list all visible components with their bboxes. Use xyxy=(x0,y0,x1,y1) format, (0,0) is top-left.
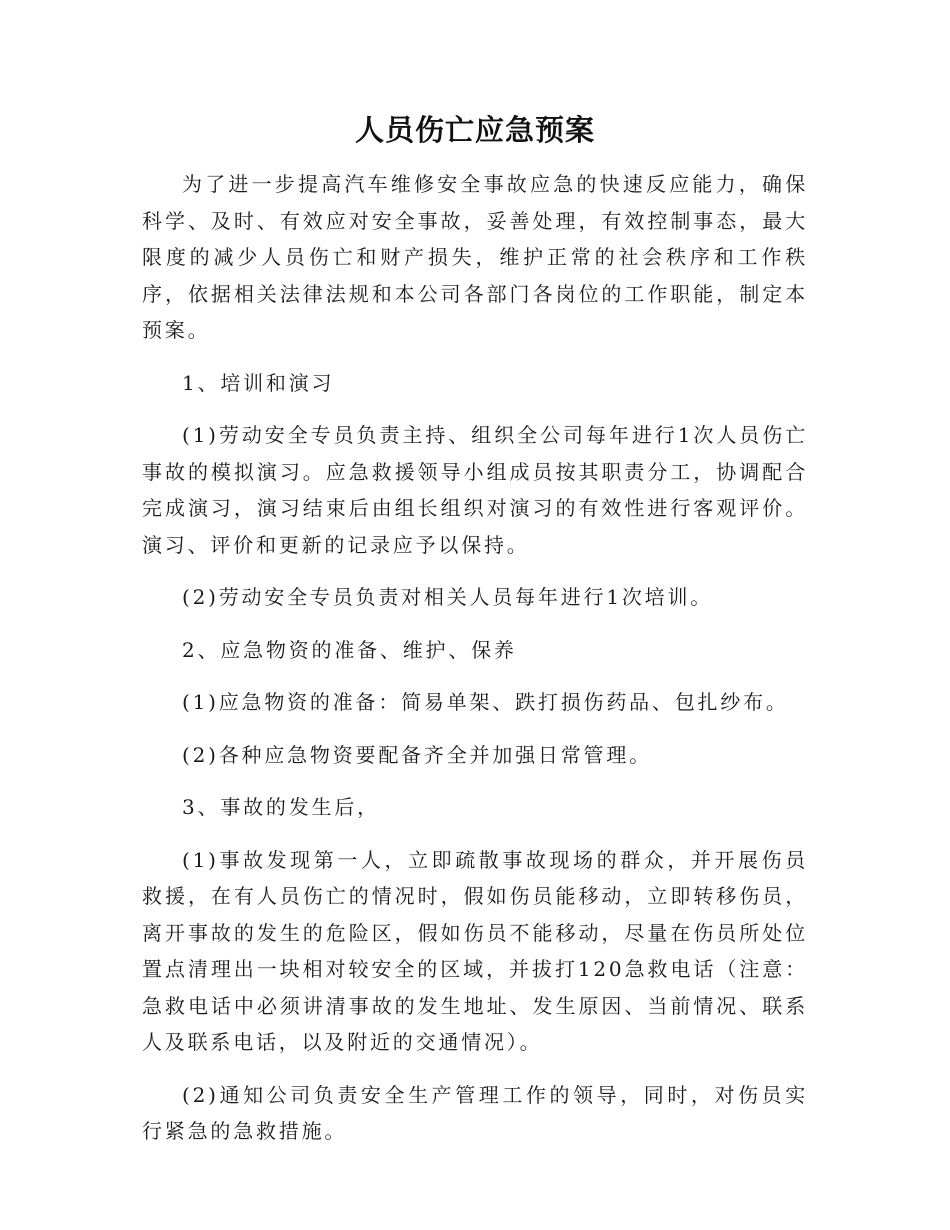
paragraph-training-2: (2)劳动安全专员负责对相关人员每年进行1次培训。 xyxy=(182,585,714,609)
intro-paragraph: 为了进一步提高汽车维修安全事故应急的快速反应能力，确保科学、及时、有效应对安全事故，妥善处理，有效控制事态，最大限度的减少人员伤亡和财产损失，维护正常的社会秩序和工作秩序，依据相关法律法规和本公司各部门各岗位的工作职能，制定本预案。 xyxy=(142,172,808,342)
paragraph-materials-1: (1)应急物资的准备：简易单架、跌打损伤药品、包扎纱布。 xyxy=(182,690,789,714)
section-heading-accident: 3、事故的发生后， xyxy=(182,795,380,819)
paragraph-materials-2: (2)各种应急物资要配备齐全并加强日常管理。 xyxy=(182,742,652,767)
document-body xyxy=(142,166,808,1166)
section-heading-training: 1、培训和演习 xyxy=(182,370,335,395)
paragraph-accident-1: (1)事故发现第一人，立即疏散事故现场的群众，并开展伤员救援，在有人员伤亡的情况时，假如伤员能移动，立即转移伤员，离开事故的发生的危险区，假如伤员不能移动，尽量在伤员所处位置点清理出一块相对较安全的区域，并拔打120急救电话（注意：急救电话中必须讲清事故的发生地址、发生原因、当前情况、联系人及联系电话，以及附近的交通情况）。 xyxy=(142,847,808,1054)
document-title: 人员伤亡应急预案 xyxy=(354,113,595,147)
section-heading-materials: 2、应急物资的准备、维护、保养 xyxy=(182,637,517,662)
paragraph-accident-2: (2)通知公司负责安全生产管理工作的领导，同时，对伤员实行紧急的急救措施。 xyxy=(142,1082,808,1143)
paragraph-training-1: (1)劳动安全专员负责主持、组织全公司每年进行1次人员伤亡事故的模拟演习。应急救援领导小组成员按其职责分工，协调配合完成演习，演习结束后由组长组织对演习的有效性进行客观评价。演习、评价和更新的记录应予以保持。 xyxy=(142,423,808,557)
